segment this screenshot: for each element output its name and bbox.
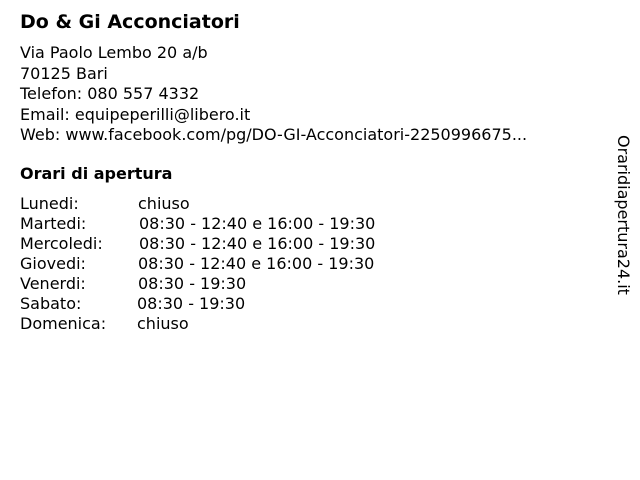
email-line: Email: equipeperilli@libero.it — [20, 104, 251, 124]
hours-day: Lunedi: — [20, 194, 79, 213]
address-block — [20, 43, 527, 146]
hours-time: chiuso — [137, 314, 189, 333]
hours-day: Venerdi: — [20, 274, 86, 293]
web-line: Web: www.facebook.com/pg/DO-GI-Acconciatori-2250996675... — [20, 125, 528, 144]
hours-day: Mercoledi: — [20, 234, 103, 253]
street-address: Via Paolo Lembo 20 a/b — [20, 43, 208, 62]
opening-hours-heading: Orari di apertura — [20, 164, 173, 183]
site-brand-vertical — [612, 135, 634, 310]
hours-time: 08:30 - 19:30 — [137, 294, 246, 313]
hours-time: chiuso — [138, 194, 190, 213]
business-name: Do & Gi Acconciatori — [20, 11, 240, 33]
hours-time: 08:30 - 19:30 — [138, 274, 247, 293]
city-postal-code: 70125 Bari — [20, 63, 108, 83]
hours-day: Giovedi: — [20, 254, 86, 273]
site-brand-text: Oraridiapertura24.it — [614, 135, 633, 295]
phone-line: Telefon: 080 557 4332 — [20, 84, 200, 103]
hours-day: Domenica: — [20, 314, 107, 333]
hours-time: 08:30 - 12:40 e 16:00 - 19:30 — [138, 254, 375, 273]
hours-time: 08:30 - 12:40 e 16:00 - 19:30 — [139, 234, 376, 253]
hours-day: Sabato: — [20, 294, 82, 313]
hours-time: 08:30 - 12:40 e 16:00 - 19:30 — [139, 214, 376, 233]
hours-day: Martedi: — [20, 214, 87, 233]
